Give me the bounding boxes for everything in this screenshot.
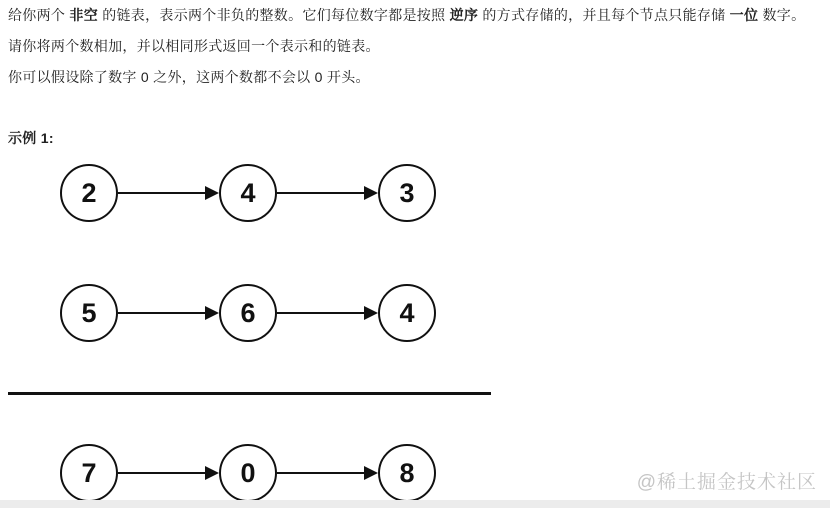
node-value: 0: [240, 457, 256, 488]
next-pointer-arrow-icon: [118, 164, 219, 222]
statement-text: 的链表，表示两个非负的整数。它们每位数字都是按照: [98, 7, 450, 23]
arrow-line: [118, 192, 209, 195]
linked-list-l2: [60, 284, 436, 342]
arrow-line: [277, 192, 368, 195]
node-value: 6: [240, 297, 256, 328]
bottom-strip: [0, 500, 830, 508]
list-node: [60, 444, 118, 502]
list-node: [219, 284, 277, 342]
arrow-line: [277, 472, 368, 475]
keyword-one-digit: 一位: [729, 7, 759, 23]
list-node: [60, 284, 118, 342]
list-node: [378, 164, 436, 222]
node-value: 4: [240, 177, 256, 208]
linked-list-result: [60, 444, 436, 502]
arrow-head: [364, 306, 378, 320]
arrow-head: [205, 306, 219, 320]
node-value: 2: [81, 177, 97, 208]
arrow-head: [364, 186, 378, 200]
node-value: 5: [81, 297, 97, 328]
next-pointer-arrow-icon: [277, 164, 378, 222]
list-node: [219, 444, 277, 502]
problem-statement-line3: 你可以假设除了数字 0 之外，这两个数都不会以 0 开头。: [8, 69, 370, 85]
arrow-head: [364, 466, 378, 480]
next-pointer-arrow-icon: [118, 284, 219, 342]
next-pointer-arrow-icon: [277, 444, 378, 502]
example-1-label: 示例 1:: [8, 130, 54, 146]
list-node: [219, 164, 277, 222]
linked-list-l1: [60, 164, 436, 222]
node-value: 3: [399, 177, 415, 208]
list-node: [378, 444, 436, 502]
list-node: [60, 164, 118, 222]
arrow-line: [118, 312, 209, 315]
problem-statement-line2: 请你将两个数相加，并以相同形式返回一个表示和的链表。: [8, 38, 380, 54]
arrow-head: [205, 466, 219, 480]
list-node: [378, 284, 436, 342]
arrow-head: [205, 186, 219, 200]
divider-line: [8, 392, 491, 395]
next-pointer-arrow-icon: [277, 284, 378, 342]
keyword-reverse-order: 逆序: [449, 7, 479, 23]
node-value: 8: [399, 457, 415, 488]
next-pointer-arrow-icon: [118, 444, 219, 502]
node-value: 7: [81, 457, 97, 488]
watermark: @稀土掘金技术社区: [636, 472, 817, 493]
arrow-line: [118, 472, 209, 475]
keyword-non-empty: 非空: [69, 7, 98, 23]
statement-text: 数字。: [758, 7, 806, 23]
statement-text: 的方式存储的，并且每个节点只能存储: [478, 7, 730, 23]
node-value: 4: [399, 297, 415, 328]
problem-statement-line1: [8, 6, 805, 24]
statement-text: 给你两个: [8, 7, 70, 23]
arrow-line: [277, 312, 368, 315]
